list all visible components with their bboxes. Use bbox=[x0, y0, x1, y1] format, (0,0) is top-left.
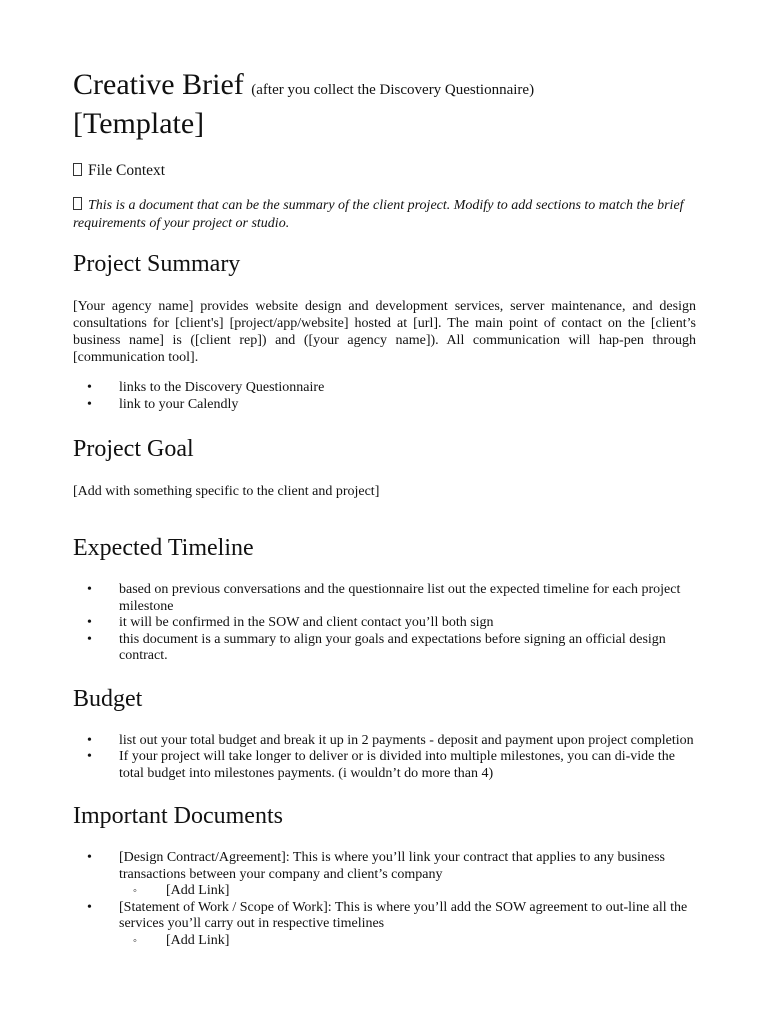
list-item bbox=[73, 850, 696, 883]
heading-budget: Budget bbox=[73, 685, 143, 712]
sub-bullet-glyph: ◦ bbox=[133, 934, 137, 947]
bullet-glyph: • bbox=[87, 380, 92, 395]
list-item bbox=[73, 900, 696, 933]
title-template-label: [Template] bbox=[73, 107, 205, 140]
bullet-glyph: • bbox=[87, 850, 92, 865]
bullet-glyph: • bbox=[87, 631, 92, 647]
bullet-glyph: • bbox=[87, 396, 92, 412]
list-item-text: this document is a summary to align your goals and expectations before signing an official design contract. bbox=[119, 631, 666, 663]
heading-project-goal: Project Goal bbox=[73, 436, 194, 462]
add-link-placeholder: [Add Link] bbox=[166, 932, 230, 948]
missing-glyph-icon bbox=[73, 163, 82, 176]
template-note bbox=[73, 197, 696, 233]
missing-glyph-icon bbox=[73, 197, 82, 210]
sub-bullet-glyph: ◦ bbox=[133, 885, 137, 897]
file-context bbox=[73, 161, 696, 181]
list-item bbox=[73, 733, 696, 750]
list-item-text: [Statement of Work / Scope of Work]: This is where you’ll add the SOW agreement to out-line all the services you’ll carry out in respective timelines bbox=[119, 899, 688, 931]
list-item bbox=[73, 397, 696, 414]
expected-timeline-list bbox=[73, 582, 696, 665]
heading-expected-timeline: Expected Timeline bbox=[73, 535, 254, 561]
list-item-text: it will be confirmed in the SOW and client contact you’ll both sign bbox=[119, 615, 494, 630]
project-summary-paragraph: [Your agency name] provides website design and development services, server maintenance, and design consultations for [client's] [project/app/website] hosted at [url]. The main point of contact on the [client’s business name] is ([client rep]) and ([your agency name]). All communication will hap-pen through [communication tool]. bbox=[73, 299, 696, 365]
important-documents-list bbox=[73, 850, 696, 949]
bullet-glyph: • bbox=[87, 615, 92, 630]
title-subtitle: (after you collect the Discovery Questionnaire) bbox=[251, 82, 535, 98]
list-item bbox=[73, 380, 696, 397]
list-item-text: [Design Contract/Agreement]: This is where you’ll link your contract that applies to any business transactions between your company and client’s company bbox=[119, 850, 666, 882]
title-main: Creative Brief bbox=[73, 68, 244, 101]
heading-important-documents: Important Documents bbox=[73, 803, 283, 829]
list-item-text: based on previous conversations and the questionnaire list out the expected timeline for each project milestone bbox=[119, 582, 681, 614]
list-item bbox=[73, 749, 696, 782]
bullet-glyph: • bbox=[87, 732, 92, 748]
budget-list bbox=[73, 733, 696, 783]
list-item bbox=[73, 582, 696, 615]
list-item-text: link to your Calendly bbox=[119, 396, 239, 412]
list-item-text: list out your total budget and break it up in 2 payments - deposit and payment upon project completion bbox=[119, 732, 694, 748]
document-title bbox=[73, 68, 696, 107]
bullet-glyph: • bbox=[87, 899, 92, 915]
heading-project-summary: Project Summary bbox=[73, 251, 241, 277]
list-item bbox=[73, 615, 696, 632]
bullet-glyph: • bbox=[87, 582, 92, 597]
sub-list-item bbox=[73, 933, 696, 950]
list-item-text: links to the Discovery Questionnaire bbox=[119, 380, 325, 395]
add-link-placeholder: [Add Link] bbox=[166, 883, 230, 898]
bullet-glyph: • bbox=[87, 749, 92, 764]
template-note-text: This is a document that can be the summary of the client project. Modify to add sections to match the brief requirements of your project or studio. bbox=[73, 198, 684, 231]
list-item-text: If your project will take longer to deliver or is divided into multiple milestones, you can di-vide the total budget into milestones payments. (i wouldn’t do more than 4) bbox=[119, 749, 675, 781]
list-item bbox=[73, 632, 696, 665]
sub-list-item bbox=[73, 883, 696, 900]
file-context-label: File Context bbox=[88, 162, 166, 179]
project-summary-list bbox=[73, 380, 696, 413]
project-goal-paragraph: [Add with something specific to the client and project] bbox=[73, 484, 380, 499]
